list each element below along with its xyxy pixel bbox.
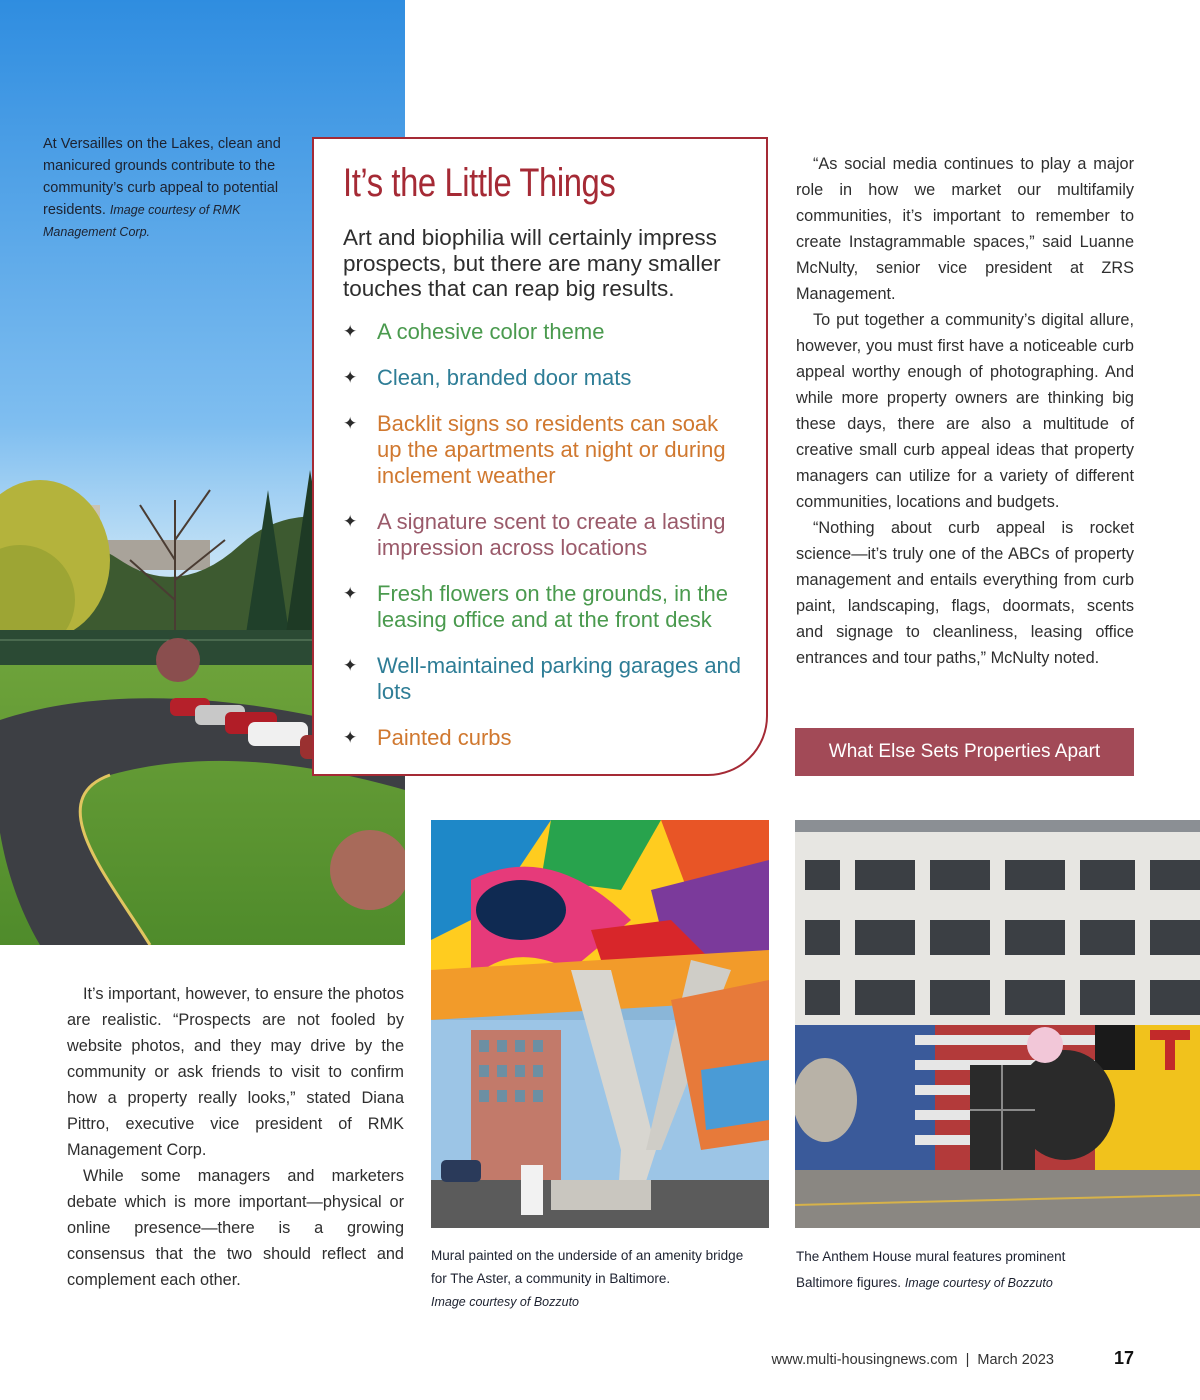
paragraph: “Nothing about curb appeal is rocket science—it’s truly one of the ABCs of property management and entails everything from curb paint, landscaping, flags, doormats, scents and signage to cleanliness, leasing office entrances and tour paths,” McNulty noted.: [796, 519, 1134, 667]
four-point-star-icon: ✦: [343, 414, 358, 433]
article-right-column: [796, 151, 1134, 671]
tip-text: A signature scent to create a lasting impression across locations: [377, 509, 726, 560]
little-things-sidebar: [312, 137, 768, 776]
mural-photo-caption: [431, 1244, 761, 1314]
four-point-star-icon: ✦: [343, 512, 358, 531]
article-left-column: [67, 981, 404, 1293]
tip-text: Well-maintained parking garages and lots: [377, 653, 742, 704]
what-else-sets-properties-apart-button[interactable]: What Else Sets Properties Apart: [795, 728, 1134, 776]
page-footer: [771, 1348, 1134, 1369]
landscape-photo-caption: [43, 133, 283, 243]
tip-text: Clean, branded door mats: [377, 365, 632, 390]
four-point-star-icon: ✦: [343, 656, 358, 675]
sidebar-title: It’s the Little Things: [343, 161, 616, 205]
four-point-star-icon: ✦: [343, 584, 358, 603]
four-point-star-icon: ✦: [343, 728, 358, 747]
caption-text: At Versailles on the Lakes, clean and manicured grounds contribute to the community’s curb appeal to potential residents.: [43, 136, 281, 218]
sidebar-intro: Art and biophilia will certainly impress prospects, but there are many smaller touches that can reap big results.: [343, 225, 721, 301]
caption-text: The Anthem House mural features prominent Baltimore figures.: [796, 1249, 1066, 1290]
aster-mural-photo: [431, 820, 769, 1228]
page-number: 17: [1113, 1348, 1134, 1368]
footer-date: March 2023: [977, 1352, 1054, 1368]
tip-text: Backlit signs so residents can soak up the apartments at night or during inclement weather: [377, 411, 726, 488]
caption-credit: Image courtesy of Bozzuto: [431, 1295, 579, 1309]
caption-credit: Image courtesy of RMK Management Corp.: [43, 203, 241, 239]
footer-separator: |: [965, 1352, 970, 1368]
tip-text: A cohesive color theme: [377, 319, 605, 344]
anthem-house-mural-photo: [795, 820, 1200, 1228]
paragraph: To put together a community’s digital allure, however, you must first have a noticeable curb appeal worthy enough of photographing. And while more property owners are thinking big these days, there are also a multitude of creative small curb appeal ideas that property managers can utilize for a variety of different communities, locations and budgets.: [796, 311, 1134, 511]
four-point-star-icon: ✦: [343, 368, 358, 387]
tip-text: Painted curbs: [377, 725, 512, 750]
four-point-star-icon: ✦: [343, 322, 358, 341]
tip-text: Fresh flowers on the grounds, in the leasing office and at the front desk: [377, 581, 728, 632]
footer-website: www.multi-housingnews.com: [771, 1352, 958, 1368]
anthem-photo-caption: [796, 1244, 1126, 1296]
paragraph: It’s important, however, to ensure the photos are realistic. “Prospects are not fooled by website photos, and they may drive by the community or ask friends to visit to confirm how a property really looks,” stated Diana Pittro, executive vice president of RMK Management Corp.: [67, 985, 404, 1159]
paragraph: While some managers and marketers debate which is more important—physical or online presence—there is a growing consensus that the two should reflect and complement each other.: [67, 1167, 404, 1289]
paragraph: “As social media continues to play a major role in how we market our multifamily communities, it’s important to remember to create Instagrammable spaces,” said Luanne McNulty, senior vice president at ZRS Management.: [796, 155, 1134, 303]
caption-credit: Image courtesy of Bozzuto: [904, 1276, 1053, 1290]
caption-text: Mural painted on the underside of an amenity bridge for The Aster, a community in Baltimore.: [431, 1248, 744, 1286]
